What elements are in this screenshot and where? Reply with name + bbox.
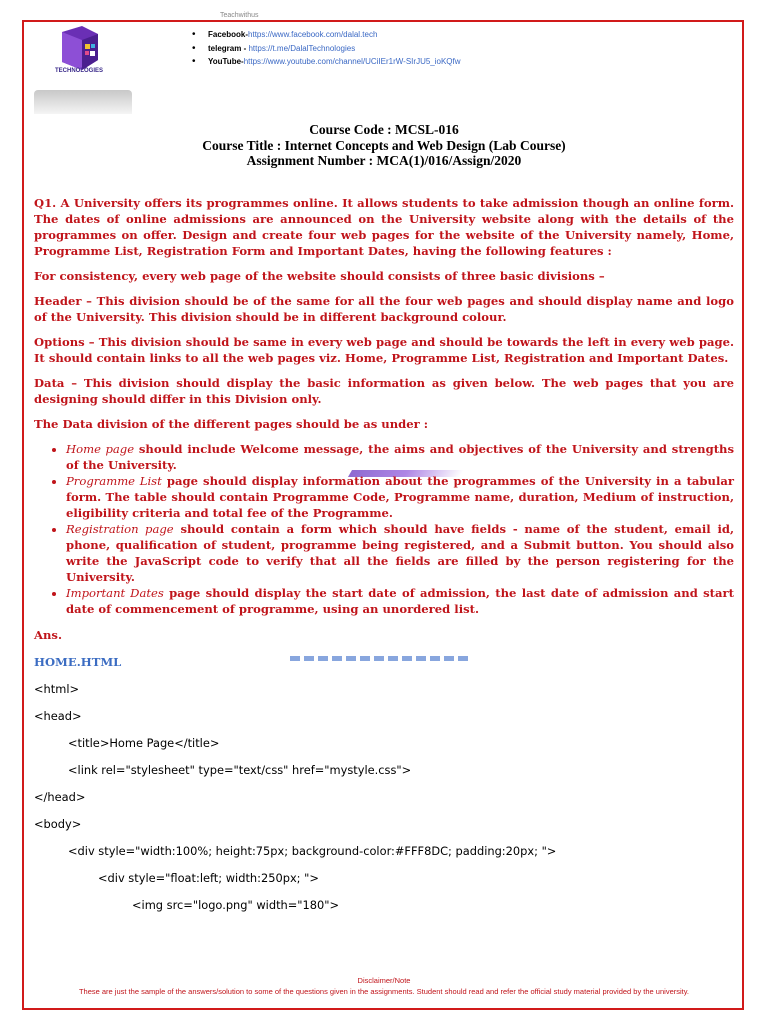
disclaimer-title: Disclaimer/Note <box>357 976 411 985</box>
page-name: Home page <box>66 442 135 456</box>
paragraph: Data – This division should display the basic information as given below. The web pages that you are designing should differ in this Division only. <box>34 376 734 406</box>
list-item <box>66 521 734 585</box>
assignment-heading <box>0 122 768 169</box>
page-name: Registration page <box>66 522 174 536</box>
page-name: Programme List <box>66 474 162 488</box>
link-label: Facebook- <box>208 30 249 39</box>
course-code: Course Code : MCSL-016 <box>309 122 459 137</box>
list-item <box>66 585 734 617</box>
code-line: <body> <box>34 817 82 831</box>
code-line: <div style="width:100%; height:75px; background-color:#FFF8DC; padding:20px; "> <box>68 844 557 858</box>
decorative-tab <box>34 90 132 114</box>
list-item <box>66 441 734 473</box>
paragraph: Header – This division should be of the same for all the four web pages and should display name and logo of the University. This division should be in different background colour. <box>34 294 734 324</box>
link-label: telegram - <box>208 43 249 53</box>
code-line: <head> <box>34 709 82 723</box>
requirements-list <box>34 441 734 617</box>
answer-label: Ans. <box>34 628 62 642</box>
list-item-text: should include Welcome message, the aims and objectives of the University and strengths of the University. <box>66 442 735 472</box>
question-text: Q1. A University offers its programmes online. It allows students to take admission though an online form. The dates of online admissions are announced on the University website along with the details of the programmes on offer. Design and create four web pages for the website of the University namely, Home, Programme List, Registration Form and Important Dates, having the following features : <box>34 196 734 258</box>
list-item <box>66 473 734 521</box>
paragraph: For consistency, every web page of the website should consists of three basic divisions – <box>34 269 605 283</box>
code-line: <div style="float:left; width:250px; "> <box>98 871 319 885</box>
disclaimer <box>30 976 738 997</box>
code-line: <title>Home Page</title> <box>68 736 220 750</box>
list-item <box>190 55 461 69</box>
code-line: <img src="logo.png" width="180"> <box>132 898 340 912</box>
logo-text: TECHNOLOGIES <box>54 68 103 74</box>
social-links <box>190 28 461 69</box>
file-name: HOME.HTML <box>34 655 122 669</box>
code-line: <link rel="stylesheet" type="text/css" href="mystyle.css"> <box>68 763 412 777</box>
page-name: Important Dates <box>66 586 164 600</box>
list-item-text: should contain a form which should have fields - name of the student, email id, phone, qualification of student, programme being registered, and a Submit button. You should also write the JavaScript code to verify that all the fields are filled by the person registering for the University. <box>66 522 734 584</box>
code-line: <html> <box>34 682 80 696</box>
document-body <box>34 195 734 924</box>
list-item <box>190 28 461 42</box>
code-line: </head> <box>34 790 86 804</box>
link-label: YouTube- <box>208 57 244 66</box>
course-title: Course Title : Internet Concepts and Web Design (Lab Course) <box>202 137 566 153</box>
facebook-link[interactable]: https://www.facebook.com/dalal.tech <box>248 30 378 39</box>
list-item <box>190 42 461 56</box>
disclaimer-text: These are just the sample of the answers/solution to some of the questions given in the assignments. Student should read and refer the official study material provided by the university. <box>78 986 690 996</box>
paragraph: The Data division of the different pages should be as under : <box>34 417 429 431</box>
list-item-text: page should display information about the programmes of the University in a tabular form. The table should contain Programme Code, Programme name, duration, Medium of instruction, eligibility criteria and total fee of the Programme. <box>66 474 734 520</box>
youtube-link[interactable]: https://www.youtube.com/channel/UCiIEr1rW-SIrJU5_ioKQfw <box>243 57 461 66</box>
telegram-link[interactable]: https://t.me/DalalTechnologies <box>248 43 356 53</box>
assignment-number: Assignment Number : MCA(1)/016/Assign/2020 <box>246 153 522 168</box>
top-note: Teachwithus <box>220 12 259 19</box>
list-item-text: page should display the start date of admission, the last date of admission and start date of commencement of programme, using an unordered list. <box>66 586 734 616</box>
paragraph: Options – This division should be same in every web page and should be towards the left in every web page. It should contain links to all the web pages viz. Home, Programme List, Registration and Important Dates. <box>34 335 734 365</box>
